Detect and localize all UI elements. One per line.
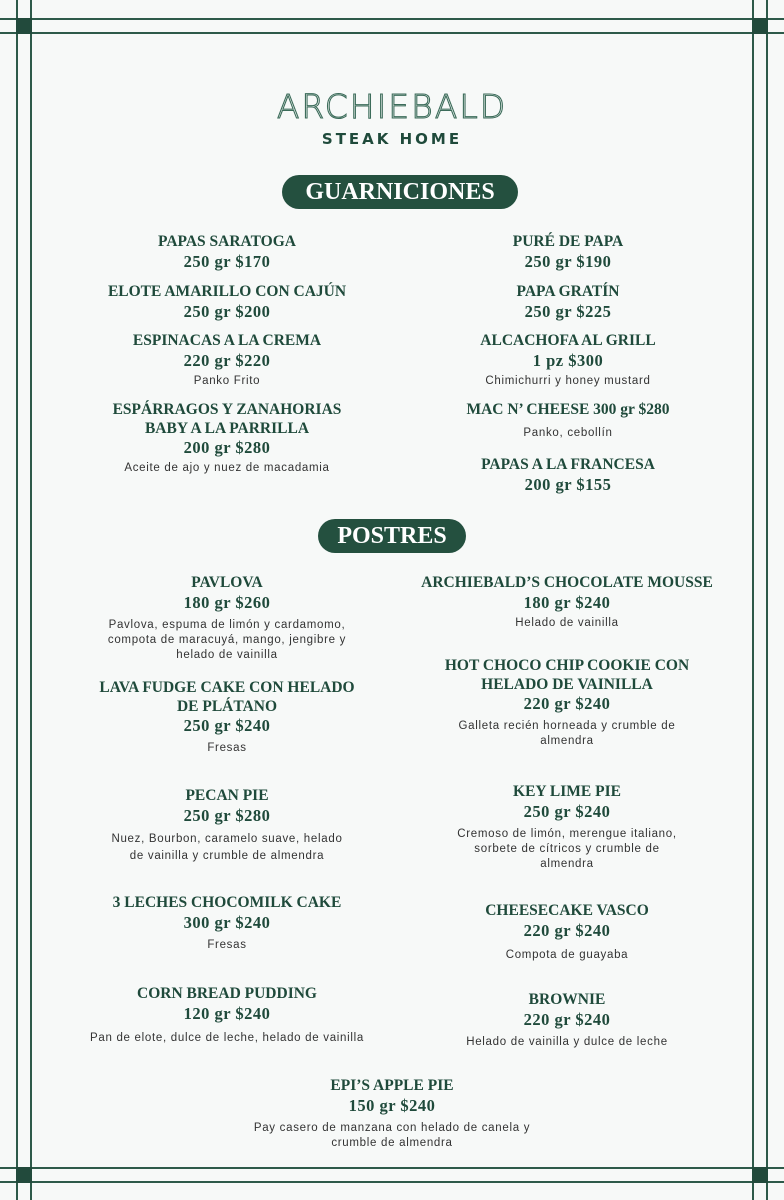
item-description: Helado de vainilla y dulce de leche xyxy=(466,1035,668,1048)
brand-subtitle: STEAK HOME xyxy=(321,130,463,148)
item-price: 220 gr $240 xyxy=(523,920,611,940)
item-description: Panko Frito xyxy=(193,374,261,387)
item-title: ESPINACAS A LA CREMA xyxy=(132,332,322,349)
item-description: Fresas xyxy=(207,742,247,754)
item-title: CORN BREAD PUDDING xyxy=(137,985,317,1002)
item-price: 150 gr $240 xyxy=(348,1095,436,1115)
item-title: PAVLOVA xyxy=(191,574,263,591)
item-description: Chimichurri y honey mustard xyxy=(485,374,651,387)
menu-item xyxy=(384,783,750,872)
item-title: ELOTE AMARILLO CON CAJÚN xyxy=(107,283,347,300)
item-price: 200 gr $155 xyxy=(524,474,612,494)
menu-item xyxy=(384,657,750,749)
menu-item xyxy=(120,1077,664,1151)
frame-right-line-inner xyxy=(766,0,768,1200)
item-title: MAC N’ CHEESE 300 gr $280 xyxy=(466,401,670,418)
menu-item xyxy=(40,679,414,756)
section-title-guarniciones: GUARNICIONES xyxy=(282,175,518,209)
item-price: 250 gr $190 xyxy=(524,251,612,271)
frame-bottom-line-inner xyxy=(0,1181,784,1183)
frame-top-line-inner xyxy=(0,32,784,34)
frame-corner-bl xyxy=(16,1167,32,1183)
item-title: LAVA FUDGE CAKE CON HELADO xyxy=(99,679,355,696)
menu-item xyxy=(400,401,736,441)
menu-item xyxy=(40,332,414,389)
item-title-line2: BABY A LA PARRILLA xyxy=(144,419,310,437)
frame-left-line-inner xyxy=(30,0,32,1200)
item-title: HOT CHOCO CHIP COOKIE CON xyxy=(444,657,690,674)
menu-item xyxy=(400,332,736,389)
menu-item xyxy=(400,456,736,494)
item-description-line: almendra xyxy=(540,857,594,870)
item-title: ARCHIEBALD’S CHOCOLATE MOUSSE xyxy=(421,574,713,591)
menu-item xyxy=(40,233,414,271)
item-description-line: Nuez, Bourbon, caramelo suave, helado xyxy=(111,832,343,845)
brand-logo-text: ARCHIEBALD xyxy=(276,87,508,126)
item-description xyxy=(120,1121,664,1151)
item-description-line: de vainilla y crumble de almendra xyxy=(129,849,325,862)
item-title-line2: DE PLÁTANO xyxy=(176,697,278,715)
item-description-line: Galleta recién horneada y crumble de xyxy=(458,720,676,732)
item-description-line: helado de vainilla xyxy=(176,648,278,661)
frame-bottom-line xyxy=(0,1167,784,1169)
item-description-line: Pay casero de manzana con helado de canela y xyxy=(253,1121,531,1134)
item-price: 250 gr $240 xyxy=(523,801,611,821)
item-description-line: sorbete de cítricos y crumble de xyxy=(474,842,660,855)
item-title-line2: HELADO DE VAINILLA xyxy=(481,675,653,693)
item-title: PECAN PIE xyxy=(185,787,269,804)
item-price: 120 gr $240 xyxy=(183,1003,271,1023)
menu-item xyxy=(40,283,414,321)
item-description: Fresas xyxy=(207,938,247,951)
frame-corner-br xyxy=(752,1167,768,1183)
item-title: KEY LIME PIE xyxy=(513,783,621,800)
frame-left-line xyxy=(16,0,18,1200)
item-title: PAPA GRATÍN xyxy=(516,283,620,300)
item-title: 3 LECHES CHOCOMILK CAKE xyxy=(112,894,342,911)
item-description-line: Cremoso de limón, merengue italiano, xyxy=(457,827,677,840)
item-description xyxy=(384,827,750,872)
item-description: Pan de elote, dulce de leche, helado de vainilla xyxy=(90,1031,364,1044)
menu-item xyxy=(40,787,414,865)
item-title: PURÉ DE PAPA xyxy=(512,233,624,250)
frame-top-line xyxy=(0,18,784,20)
item-price: 220 gr $220 xyxy=(183,350,271,370)
item-description-line: crumble de almendra xyxy=(331,1136,453,1149)
item-description: Helado de vainilla xyxy=(515,616,619,629)
item-description-line: Pavlova, espuma de limón y cardamomo, xyxy=(108,618,346,631)
item-title: PAPAS SARATOGA xyxy=(158,233,296,250)
item-price: 180 gr $260 xyxy=(183,592,271,612)
section-title-postres: POSTRES xyxy=(318,519,466,553)
menu-item xyxy=(384,902,750,963)
item-price: 250 gr $200 xyxy=(183,301,271,321)
item-description xyxy=(40,618,414,663)
item-description: Compota de guayaba xyxy=(505,948,629,961)
item-description-line: almendra xyxy=(540,735,594,747)
item-price: 300 gr $240 xyxy=(183,912,271,932)
item-title: CHEESECAKE VASCO xyxy=(485,902,649,919)
menu-item xyxy=(40,401,414,476)
menu-item xyxy=(40,894,414,953)
item-price: 1 pz $300 xyxy=(532,350,604,370)
menu-item xyxy=(400,233,736,271)
item-price: 200 gr $280 xyxy=(183,438,271,457)
item-title: EPI’S APPLE PIE xyxy=(330,1077,454,1094)
item-price: 250 gr $280 xyxy=(183,805,271,825)
menu-item xyxy=(384,574,750,631)
frame-corner-tl xyxy=(16,18,32,34)
menu-item xyxy=(400,283,736,321)
menu-item xyxy=(40,985,414,1046)
item-price: 250 gr $240 xyxy=(183,716,271,735)
item-price: 180 gr $240 xyxy=(523,592,611,612)
menu-item xyxy=(384,991,750,1050)
item-price: 220 gr $240 xyxy=(523,1009,611,1029)
frame-right-line xyxy=(752,0,754,1200)
item-description: Panko, cebollín xyxy=(523,426,613,439)
item-title: PAPAS A LA FRANCESA xyxy=(481,456,655,473)
item-price: 250 gr $170 xyxy=(183,251,271,271)
brand-header xyxy=(0,88,784,148)
item-description: Aceite de ajo y nuez de macadamia xyxy=(124,462,330,474)
frame-corner-tr xyxy=(752,18,768,34)
item-price: 250 gr $225 xyxy=(524,301,612,321)
item-title: ALCACHOFA AL GRILL xyxy=(480,332,656,349)
menu-item xyxy=(40,574,414,663)
item-title: BROWNIE xyxy=(528,991,606,1008)
item-description xyxy=(384,719,750,749)
item-description xyxy=(40,831,414,865)
item-price: 220 gr $240 xyxy=(523,694,611,713)
item-title: ESPÁRRAGOS Y ZANAHORIAS xyxy=(112,401,342,418)
item-description-line: compota de maracuyá, mango, jengibre y xyxy=(107,633,347,646)
